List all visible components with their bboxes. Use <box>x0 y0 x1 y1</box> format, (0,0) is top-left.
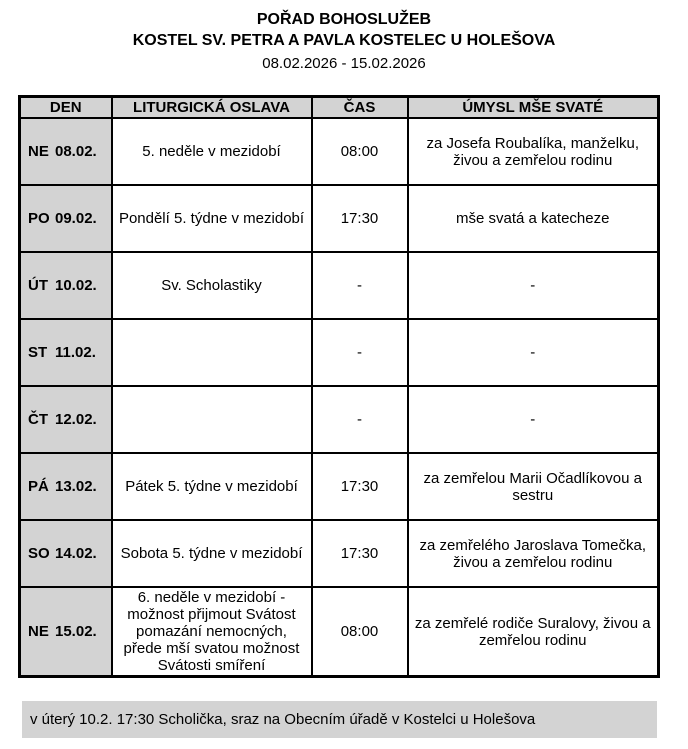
announcement-bar <box>22 701 657 738</box>
time-cell: - <box>312 386 408 453</box>
day-abbr: ST <box>28 344 48 361</box>
day-date: 12.02. <box>55 411 97 428</box>
intention-cell: - <box>408 252 659 319</box>
intention-cell: - <box>408 319 659 386</box>
day-cell <box>20 587 112 677</box>
celebration-cell <box>112 319 312 386</box>
celebration-cell <box>112 386 312 453</box>
celebration-cell: Sv. Scholastiky <box>112 252 312 319</box>
mass-schedule-table <box>18 95 660 678</box>
time-cell: 08:00 <box>312 118 408 185</box>
time-cell: - <box>312 252 408 319</box>
time-cell: - <box>312 319 408 386</box>
intention-cell: za zemřelé rodiče Suralovy, živou a zemřelou rodinu <box>408 587 659 677</box>
time-cell: 08:00 <box>312 587 408 677</box>
day-date: 11.02. <box>55 344 96 361</box>
title-block <box>0 0 688 74</box>
intention-cell: za Josefa Roubalíka, manželku, živou a zemřelou rodinu <box>408 118 659 185</box>
intention-cell: za zemřelého Jaroslava Tomečka, živou a zemřelou rodinu <box>408 520 659 587</box>
celebration-cell: 6. neděle v mezidobí - možnost přijmout Svátost pomazání nemocných, přede mší svatou možnost Svátosti smíření <box>112 587 312 677</box>
table-row <box>20 118 659 185</box>
day-abbr: PÁ <box>28 478 49 495</box>
day-cell <box>20 185 112 252</box>
table-row <box>20 185 659 252</box>
day-date: 09.02. <box>55 210 97 227</box>
day-cell <box>20 252 112 319</box>
day-date: 15.02. <box>55 623 97 640</box>
day-abbr: SO <box>28 545 50 562</box>
day-date: 13.02. <box>55 478 97 495</box>
time-cell: 17:30 <box>312 520 408 587</box>
day-cell <box>20 386 112 453</box>
column-header-time: ČAS <box>312 97 408 119</box>
day-cell <box>20 453 112 520</box>
announcement-text: v úterý 10.2. 17:30 Scholička, sraz na Obecním úřadě v Kostelci u Holešova <box>30 711 536 728</box>
intention-cell: - <box>408 386 659 453</box>
day-cell <box>20 118 112 185</box>
day-abbr: ÚT <box>28 277 48 294</box>
day-cell <box>20 319 112 386</box>
table-row <box>20 252 659 319</box>
table-row <box>20 386 659 453</box>
celebration-cell: Pátek 5. týdne v mezidobí <box>112 453 312 520</box>
celebration-cell: Pondělí 5. týdne v mezidobí <box>112 185 312 252</box>
date-range: 08.02.2026 - 15.02.2026 <box>262 55 426 72</box>
day-cell <box>20 520 112 587</box>
celebration-cell: 5. neděle v mezidobí <box>112 118 312 185</box>
table-row <box>20 587 659 677</box>
table-row <box>20 453 659 520</box>
day-date: 14.02. <box>55 545 97 562</box>
column-header-intention: ÚMYSL MŠE SVATÉ <box>408 97 659 119</box>
column-header-day: DEN <box>20 97 112 119</box>
day-date: 08.02. <box>55 143 97 160</box>
day-abbr: ČT <box>28 411 48 428</box>
table-row <box>20 520 659 587</box>
day-date: 10.02. <box>55 277 97 294</box>
intention-cell: za zemřelou Marii Očadlíkovou a sestru <box>408 453 659 520</box>
intention-cell: mše svatá a katecheze <box>408 185 659 252</box>
day-abbr: NE <box>28 623 49 640</box>
day-abbr: NE <box>28 143 49 160</box>
time-cell: 17:30 <box>312 185 408 252</box>
church-name: KOSTEL SV. PETRA A PAVLA KOSTELEC U HOLEŠOVA <box>132 32 556 49</box>
celebration-cell: Sobota 5. týdne v mezidobí <box>112 520 312 587</box>
table-row <box>20 319 659 386</box>
time-cell: 17:30 <box>312 453 408 520</box>
table-header-row <box>20 97 659 119</box>
column-header-celebration: LITURGICKÁ OSLAVA <box>112 97 312 119</box>
day-abbr: PO <box>28 210 50 227</box>
page-title: POŘAD BOHOSLUŽEB <box>256 11 432 28</box>
